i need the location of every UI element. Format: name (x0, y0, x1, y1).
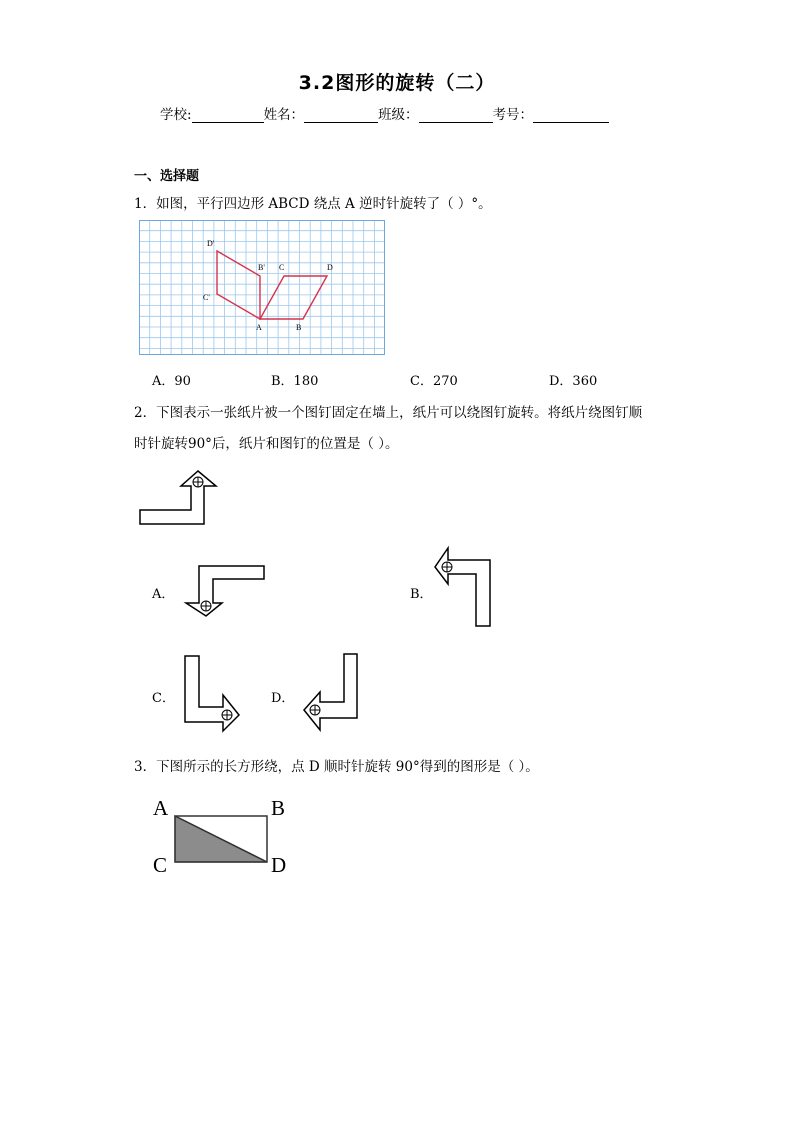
label-d: D (327, 263, 333, 272)
question-3-text: 3．下图所示的长方形绕，点 D 顺时针旋转 90°得到的图形是（ ）。 (134, 759, 539, 775)
label-d: D (271, 853, 287, 877)
label-a: A (256, 323, 262, 332)
school-label: 学校: (160, 107, 192, 123)
parallelogram-rotated (217, 251, 260, 319)
pushpin-icon (442, 562, 452, 572)
q2-option-d-label[interactable]: D． (271, 691, 295, 706)
pushpin-icon (201, 601, 211, 611)
name-label: 姓名： (263, 107, 305, 123)
q2-option-c-figure[interactable] (183, 654, 241, 734)
q1-option-a[interactable]: A．90 (152, 374, 191, 389)
school-blank[interactable] (192, 108, 264, 123)
q2-option-c-label[interactable]: C． (152, 691, 175, 706)
label-b: B (296, 323, 302, 332)
question-2-line-1: 2．下图表示一张纸片被一个图钉固定在墙上，纸片可以绕图钉旋转。将纸片绕图钉顺 (134, 405, 643, 421)
label-b: B (271, 796, 286, 820)
pushpin-icon (310, 705, 320, 715)
page-title: 3.2图形的旋转（二） (298, 72, 496, 94)
pushpin-icon (193, 477, 203, 487)
parallelogram-original (260, 276, 327, 319)
class-label: 班级： (378, 107, 419, 123)
name-blank[interactable] (304, 108, 378, 123)
number-blank[interactable] (533, 108, 609, 123)
question-1-text: 1．如图，平行四边形 ABCD 绕点 A 逆时针旋转了（ ）°。 (134, 196, 492, 212)
label-c: C (153, 853, 168, 877)
label-c: C (279, 263, 285, 272)
q3-rectangle-figure (150, 792, 295, 884)
label-b-prime: B' (258, 263, 265, 272)
question-2-line-2: 时针旋转90°后，纸片和图钉的位置是（ ）。 (134, 436, 399, 452)
class-blank[interactable] (419, 108, 493, 123)
q1-option-d[interactable]: D．360 (549, 374, 598, 389)
q2-option-a-figure[interactable] (184, 563, 268, 619)
q2-original-card (138, 468, 220, 526)
q1-option-c[interactable]: C．270 (410, 374, 458, 389)
student-info-line (160, 103, 609, 123)
q1-grid-figure (139, 220, 385, 355)
label-d-prime: D' (207, 239, 215, 248)
q1-option-b[interactable]: B．180 (271, 374, 319, 389)
label-c-prime: C' (203, 293, 210, 302)
label-a: A (153, 796, 169, 820)
q2-option-b-figure[interactable] (434, 546, 494, 630)
q2-option-a-label[interactable]: A． (152, 587, 175, 602)
q2-option-d-figure[interactable] (302, 652, 360, 734)
number-label: 考号： (492, 107, 534, 123)
pushpin-icon (222, 710, 232, 720)
q2-option-b-label[interactable]: B． (410, 587, 433, 602)
section-heading: 一、选择题 (134, 169, 200, 184)
